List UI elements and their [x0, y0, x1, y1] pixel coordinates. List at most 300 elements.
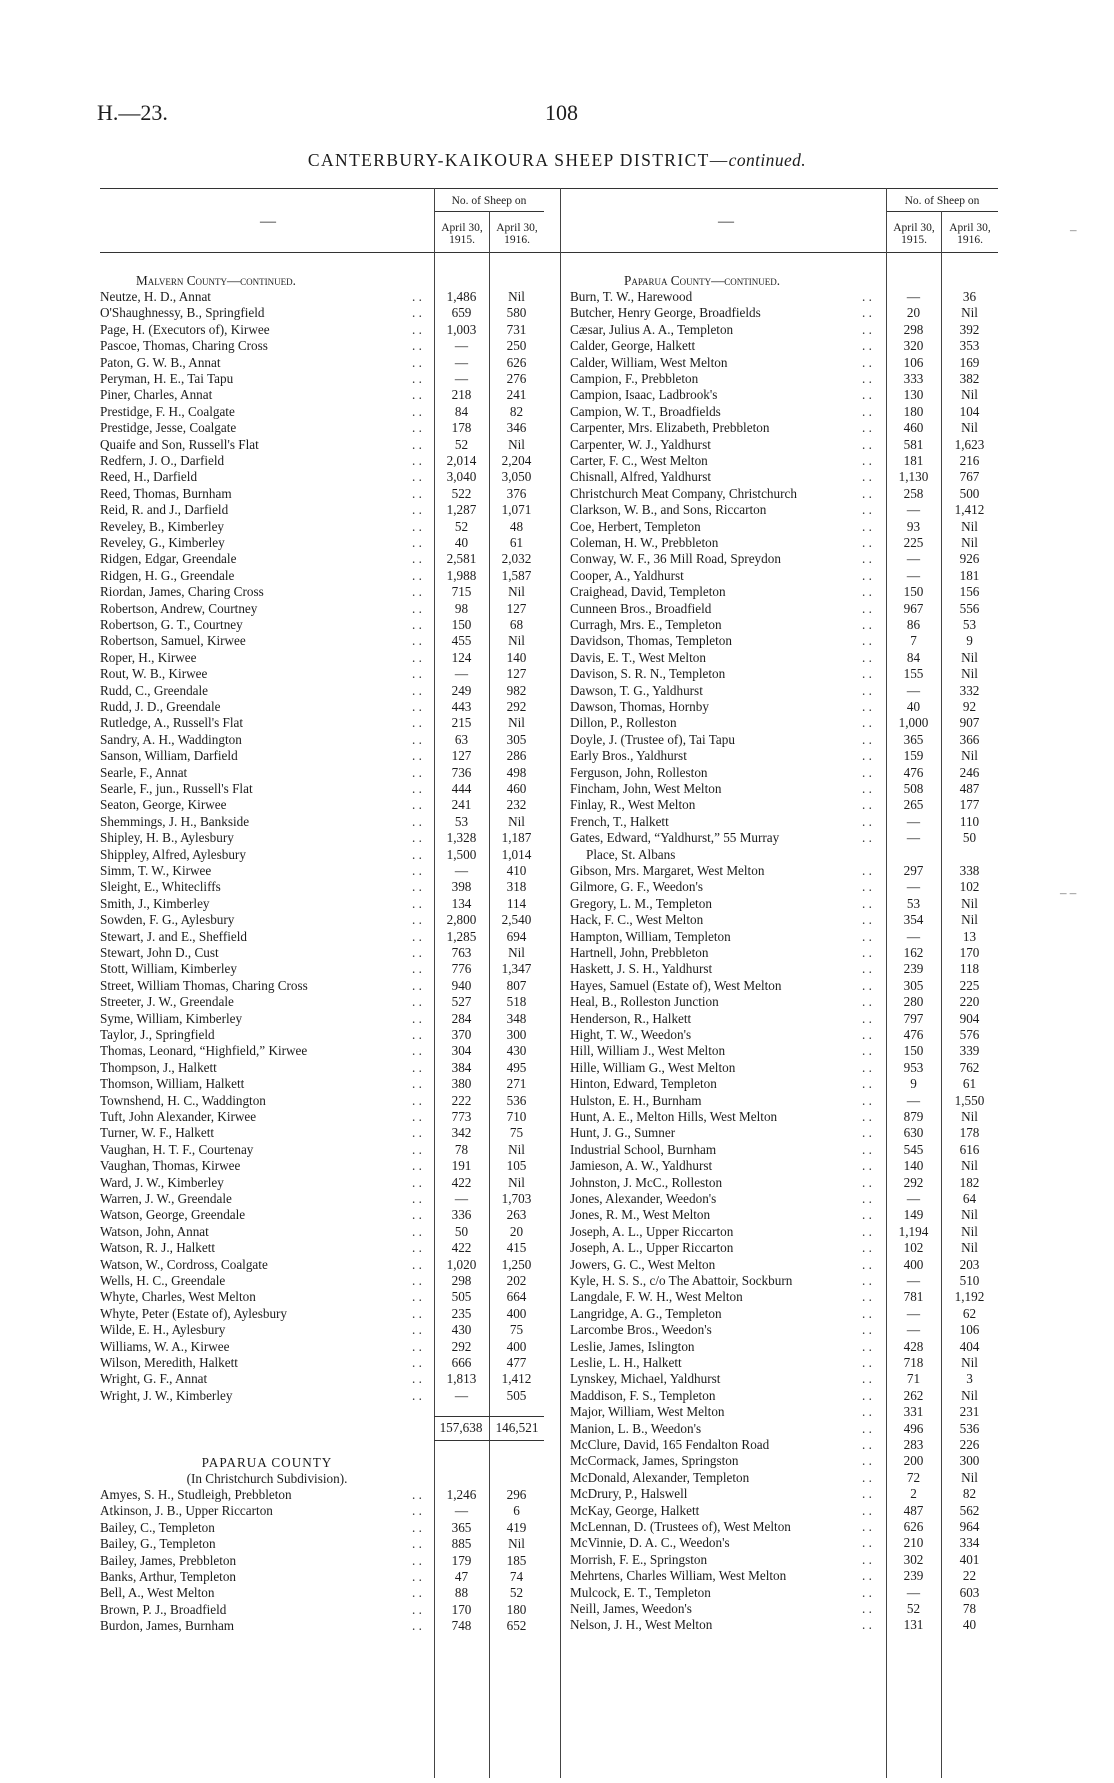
table-row [100, 1503, 550, 1519]
sheep-1915: 522 [451, 485, 472, 501]
leader-dots: . . [412, 502, 422, 518]
owner-name: Mulcock, E. T., Templeton [570, 1584, 711, 1600]
sheep-1916: Nil [961, 895, 978, 911]
sheep-1916: Nil [961, 1355, 978, 1370]
table-row [570, 1093, 1000, 1109]
sheep-1915: 630 [903, 1125, 924, 1141]
leader-dots: . . [412, 1158, 422, 1174]
sheep-1915: 40 [906, 699, 921, 714]
sheep-1915: 150 [451, 617, 472, 632]
leader-dots: . . [412, 961, 422, 977]
sheep-1915: 258 [903, 485, 924, 501]
owner-name: Seaton, George, Kirwee [100, 797, 227, 813]
table-row [570, 978, 1000, 994]
sheep-1916: 400 [506, 1305, 527, 1321]
sheep-1915: 63 [454, 731, 469, 747]
owner-name: Doyle, J. (Trustee of), Tai Tapu [570, 731, 735, 747]
header-group-rule-right [886, 211, 998, 212]
owner-name: Whyte, Charles, West Melton [100, 1289, 256, 1305]
total-rule-bottom [434, 1440, 544, 1441]
table-row [570, 322, 1000, 338]
sheep-1915: 218 [451, 387, 472, 403]
sheep-1915: 455 [451, 633, 472, 649]
table-row [570, 1191, 1000, 1207]
table-row [100, 338, 550, 354]
leader-dots: . . [862, 1158, 872, 1174]
leader-dots: . . [412, 1519, 422, 1535]
sheep-1915: 354 [903, 912, 924, 928]
leader-dots: . . [412, 748, 422, 764]
leader-dots: . . [412, 567, 422, 583]
leader-dots: . . [412, 1109, 422, 1124]
sheep-1915: 430 [451, 1322, 472, 1338]
table-row [570, 1519, 1000, 1535]
owner-name: Langdale, F. W. H., West Melton [570, 1289, 743, 1305]
sheep-1916: 710 [506, 1109, 527, 1124]
sheep-1915: 476 [903, 1027, 924, 1042]
leader-dots: . . [412, 1487, 422, 1502]
leader-dots: . . [862, 567, 872, 583]
sheep-1915: 262 [903, 1387, 924, 1403]
leader-dots: . . [412, 1027, 422, 1042]
owner-name: Davis, E. T., West Melton [570, 649, 706, 665]
table-row [100, 961, 550, 977]
table-row [100, 519, 550, 535]
owner-name: Reed, H., Darfield [100, 469, 198, 485]
table-row [100, 1339, 550, 1355]
owner-name: Prestidge, Jesse, Coalgate [100, 420, 237, 436]
table-row [570, 1142, 1000, 1158]
owner-name: Turner, W. F., Halkett [100, 1125, 215, 1141]
table-row [570, 486, 1000, 502]
table-row [570, 633, 1000, 649]
leader-dots: . . [412, 1125, 422, 1141]
sheep-1915: 659 [451, 305, 472, 321]
table-row [570, 814, 1000, 830]
sheep-1916: 2,540 [501, 912, 532, 928]
table-row [100, 1487, 550, 1503]
owner-name: Ferguson, John, Rolleston [570, 764, 708, 780]
owner-name: Riordan, James, Charing Cross [100, 584, 264, 600]
leader-dots: . . [412, 715, 422, 731]
sheep-1915: 527 [451, 994, 472, 1010]
sheep-1916: 616 [959, 1141, 980, 1157]
sheep-1915: 333 [903, 371, 924, 386]
margin-mark-top: – [1070, 222, 1077, 237]
sheep-1916: 2,032 [501, 551, 532, 567]
owner-name: Ridgen, Edgar, Greendale [100, 551, 237, 567]
leader-dots: . . [862, 961, 872, 977]
table-row [100, 945, 550, 961]
sheep-1915: 305 [903, 977, 924, 993]
leader-dots: . . [862, 1305, 872, 1321]
table-row [570, 355, 1000, 371]
owner-name: Calder, George, Halkett [570, 338, 696, 354]
sheep-1915: — [906, 879, 921, 895]
leader-dots: . . [862, 1141, 872, 1157]
table-row [570, 1503, 1000, 1519]
sheep-1916: 487 [959, 781, 980, 796]
sheep-1915: 20 [906, 305, 921, 321]
leader-dots: . . [862, 1568, 872, 1584]
table-row [570, 617, 1000, 633]
owner-name: Hille, William G., West Melton [570, 1059, 736, 1075]
sheep-1915: 292 [451, 1338, 472, 1354]
leader-dots: . . [412, 863, 422, 878]
table-row [100, 1306, 550, 1322]
owner-name: Dillon, P., Rolleston [570, 715, 677, 731]
table-row [570, 601, 1000, 617]
leader-dots: . . [862, 1519, 872, 1534]
sheep-1915: 9 [910, 1076, 917, 1092]
table-row [570, 584, 1000, 600]
sheep-1915: 102 [903, 1240, 924, 1256]
leader-dots: . . [412, 1552, 422, 1568]
leader-dots: . . [862, 1535, 872, 1551]
paparua-county-subtitle: (In Christchurch Subdivision). [186, 1471, 348, 1486]
sheep-1915: 2,800 [446, 912, 477, 928]
sheep-1916: 1,347 [501, 961, 532, 977]
owner-name: Gregory, L. M., Templeton [570, 895, 712, 911]
owner-name: Wilde, E. H., Aylesbury [100, 1322, 226, 1338]
table-row [570, 1257, 1000, 1273]
owner-name: Prestidge, F. H., Coalgate [100, 403, 235, 419]
leader-dots: . . [862, 1010, 872, 1026]
sheep-1915: — [906, 1092, 921, 1108]
table-row [100, 568, 550, 584]
owner-name: Langridge, A. G., Templeton [570, 1305, 722, 1321]
leader-dots: . . [412, 830, 422, 846]
sheep-1915: — [906, 502, 921, 518]
leader-dots: . . [862, 1027, 872, 1042]
owner-name: Jowers, G. C., West Melton [570, 1256, 716, 1272]
table-row [100, 1289, 550, 1305]
leader-dots: . . [412, 338, 422, 354]
table-row [570, 338, 1000, 354]
left-col1-header: April 30, 1915. [441, 222, 483, 246]
leader-dots: . . [862, 895, 872, 911]
owner-name: McKay, George, Halkett [570, 1502, 700, 1518]
leader-dots: . . [862, 354, 872, 370]
sheep-1915: 320 [903, 338, 924, 354]
table-row [100, 1322, 550, 1338]
page-identifier: H.—23. [97, 100, 168, 125]
owner-name: Tuft, John Alexander, Kirwee [100, 1109, 257, 1124]
leader-dots: . . [862, 945, 872, 960]
sheep-1915: 225 [903, 535, 924, 550]
left-group-label: No. of Sheep on [451, 195, 527, 207]
sheep-1915: 444 [451, 781, 472, 796]
table-row [570, 289, 1000, 305]
table-row [570, 1273, 1000, 1289]
owner-name: Sanson, William, Darfield [100, 748, 238, 764]
sheep-1915: 940 [451, 977, 472, 993]
sheep-1915: 776 [451, 961, 472, 977]
sheep-1916: 2,204 [501, 453, 532, 468]
leader-dots: . . [862, 502, 872, 518]
right-col2-header: April 30, 1916. [949, 222, 991, 246]
table-row [100, 1388, 550, 1404]
table-row [100, 1224, 550, 1240]
owner-name: French, T., Halkett [570, 813, 669, 829]
leader-dots: . . [412, 1387, 422, 1403]
owner-name: McVinnie, D. A. C., Weedon's [570, 1535, 730, 1551]
table-row [570, 1617, 1000, 1633]
owner-name: Wright, J. W., Kimberley [100, 1387, 233, 1403]
owner-name: Hunt, A. E., Melton Hills, West Melton [570, 1109, 778, 1124]
leader-dots: . . [412, 420, 422, 436]
table-row [100, 666, 550, 682]
leader-dots: . . [862, 1059, 872, 1075]
leader-dots: . . [862, 781, 872, 796]
leader-dots: . . [412, 699, 422, 714]
leader-dots: . . [862, 928, 872, 944]
owner-name: Searle, F., Annat [100, 764, 188, 780]
sheep-1916: 1,703 [501, 1191, 532, 1206]
leader-dots: . . [412, 289, 422, 304]
sheep-1916: 392 [959, 321, 980, 337]
sheep-1916: Nil [508, 289, 525, 304]
table-row [570, 1224, 1000, 1240]
sheep-1915: 380 [451, 1076, 472, 1092]
sheep-1916: 102 [959, 879, 980, 895]
leader-dots: . . [412, 994, 422, 1010]
sheep-1915: 134 [451, 895, 472, 911]
sheep-1915: 298 [451, 1273, 472, 1288]
leader-dots: . . [862, 289, 872, 304]
leader-dots: . . [862, 1355, 872, 1370]
sheep-1915: 47 [454, 1569, 469, 1584]
leader-dots: . . [862, 1371, 872, 1387]
table-row [100, 1093, 550, 1109]
owner-name: Wilson, Meredith, Halkett [100, 1355, 238, 1370]
sheep-1916: 231 [959, 1404, 980, 1420]
table-row [100, 814, 550, 830]
leader-dots: . . [862, 1207, 872, 1223]
leader-dots: . . [412, 666, 422, 682]
table-row [570, 1109, 1000, 1125]
page-number: 108 [545, 100, 578, 125]
table-row [570, 1240, 1000, 1256]
right-section-heading: Paparua County—continued. [624, 273, 781, 288]
table-top-rule [100, 188, 998, 189]
owner-name: Watson, George, Greendale [100, 1207, 246, 1223]
owner-name: Shipley, H. B., Aylesbury [100, 830, 234, 846]
total-rule-top [434, 1416, 544, 1417]
leader-dots: . . [862, 731, 872, 747]
table-row [570, 437, 1000, 453]
leader-dots: . . [862, 715, 872, 731]
owner-name: Hill, William J., West Melton [570, 1043, 726, 1059]
sheep-1915: 365 [451, 1519, 472, 1535]
sheep-1916: 180 [506, 1601, 527, 1617]
sheep-1915: 265 [903, 797, 924, 813]
sheep-1916: 731 [506, 321, 527, 337]
page-title: CANTERBURY-KAIKOURA SHEEP DISTRICT—continued. [307, 150, 807, 170]
table-row [570, 519, 1000, 535]
table-row [100, 715, 550, 731]
sheep-1916: 346 [506, 420, 527, 436]
sheep-1915: 476 [903, 764, 924, 780]
owner-name: Bailey, C., Templeton [100, 1519, 215, 1535]
table-row [570, 929, 1000, 945]
sheep-1916: 410 [506, 863, 527, 878]
owner-name: Gibson, Mrs. Margaret, West Melton [570, 863, 765, 878]
sheep-1916: 400 [506, 1338, 527, 1354]
owner-name: Morrish, F. E., Springston [570, 1551, 708, 1567]
sheep-1915: 106 [903, 354, 924, 370]
owner-name: Conway, W. F., 36 Mill Road, Spreydon [570, 551, 781, 567]
leader-dots: . . [862, 305, 872, 321]
leader-dots: . . [412, 1338, 422, 1354]
table-row [570, 1011, 1000, 1027]
sheep-1915: 86 [906, 617, 921, 632]
owner-name: Davidson, Thomas, Templeton [570, 633, 732, 649]
leader-dots: . . [412, 682, 422, 698]
leader-dots: . . [412, 371, 422, 386]
sheep-1915: 666 [451, 1355, 472, 1370]
sheep-1915: — [906, 1305, 921, 1321]
table-row [570, 683, 1000, 699]
owner-name: Hack, F. C., West Melton [570, 912, 704, 928]
sheep-1916: 694 [506, 928, 527, 944]
owner-name: Joseph, A. L., Upper Riccarton [570, 1240, 734, 1256]
owner-name: Chisnall, Alfred, Yaldhurst [570, 469, 712, 485]
sheep-1916: Nil [961, 1240, 978, 1256]
owner-name: Finlay, R., West Melton [570, 797, 696, 813]
leader-dots: . . [412, 1305, 422, 1321]
sheep-1916: 982 [506, 682, 527, 698]
table-row [570, 469, 1000, 485]
owner-name: Cooper, A., Yaldhurst [570, 567, 684, 583]
sheep-1916: 241 [506, 387, 527, 403]
sheep-1916: 318 [506, 879, 527, 895]
owner-name: Streeter, J. W., Greendale [100, 994, 234, 1010]
table-row [570, 404, 1000, 420]
sheep-1916: 203 [959, 1256, 980, 1272]
leader-dots: . . [862, 1617, 872, 1633]
owner-name: Christchurch Meat Company, Christchurch [570, 485, 797, 501]
sheep-1916: Nil [961, 305, 978, 321]
sheep-1915: 1,130 [898, 469, 929, 485]
owner-name: Page, H. (Executors of), Kirwee [100, 321, 270, 337]
leader-dots: . . [412, 977, 422, 993]
owner-name: Robertson, G. T., Courtney [100, 617, 243, 632]
leader-dots: . . [862, 748, 872, 764]
sheep-1916: 118 [959, 961, 980, 977]
sheep-1916: 182 [959, 1174, 980, 1190]
leader-dots: . . [862, 699, 872, 714]
owner-name: Hight, T. W., Weedon's [570, 1027, 692, 1042]
leader-dots: . . [862, 1338, 872, 1354]
sheep-1915: — [454, 338, 469, 354]
leader-dots: . . [412, 945, 422, 960]
owner-name: Curragh, Mrs. E., Templeton [570, 617, 722, 632]
table-row [100, 847, 550, 863]
owner-name: Sandry, A. H., Waddington [100, 731, 242, 747]
owner-name: Reed, Thomas, Burnham [100, 485, 232, 501]
sheep-1916: Nil [961, 535, 978, 550]
leader-dots: . . [412, 1601, 422, 1617]
leader-dots: . . [862, 1240, 872, 1256]
sheep-1915: 1,287 [446, 502, 477, 518]
owner-name: Maddison, F. S., Templeton [570, 1387, 716, 1403]
sheep-1916: 300 [506, 1027, 527, 1042]
owner-name: Gates, Edward, “Yaldhurst,” 55 Murray [570, 830, 780, 846]
table-row [100, 912, 550, 928]
table-row [100, 978, 550, 994]
owner-name: Nelson, J. H., West Melton [570, 1617, 713, 1633]
leader-dots: . . [862, 1453, 872, 1469]
sheep-1916: 276 [506, 371, 527, 386]
table-row [100, 994, 550, 1010]
sheep-1916: 6 [513, 1503, 520, 1519]
leader-dots: . . [862, 551, 872, 567]
sheep-1916: 904 [959, 1010, 980, 1026]
owner-name: Robertson, Andrew, Courtney [100, 600, 258, 616]
sheep-1916: Nil [508, 1536, 525, 1552]
left-col2-header: April 30, 1916. [496, 222, 538, 246]
table-row [100, 1158, 550, 1174]
owner-name: Bell, A., West Melton [100, 1585, 215, 1601]
table-row [100, 830, 550, 846]
sheep-1916: 246 [959, 764, 980, 780]
owner-name: Vaughan, Thomas, Kirwee [100, 1158, 241, 1174]
sheep-1916: 178 [959, 1125, 980, 1141]
table-row [100, 896, 550, 912]
owner-name: Stewart, John D., Cust [100, 945, 219, 960]
sheep-1915: 7 [910, 633, 917, 649]
sheep-1916: 50 [962, 830, 977, 846]
leader-dots: . . [412, 781, 422, 796]
table-row [100, 1043, 550, 1059]
leader-dots: . . [862, 879, 872, 895]
leader-dots: . . [862, 535, 872, 550]
sheep-1916: Nil [508, 1141, 525, 1157]
owner-name: McDonald, Alexander, Templeton [570, 1469, 750, 1485]
owner-name: Campion, Isaac, Ladbrook's [570, 387, 718, 403]
sheep-1915: 140 [903, 1158, 924, 1174]
leader-dots: . . [412, 912, 422, 928]
sheep-1916: 40 [962, 1617, 977, 1633]
sheep-1916: 376 [506, 485, 527, 501]
sheep-1916: 220 [959, 994, 980, 1010]
sheep-1915: 180 [903, 403, 924, 419]
owner-name: Manion, L. B., Weedon's [570, 1420, 702, 1436]
sheep-1916: 296 [506, 1487, 527, 1502]
leader-dots: . . [412, 731, 422, 747]
sheep-1915: 78 [454, 1141, 469, 1157]
leader-dots: . . [862, 420, 872, 436]
sheep-1916: 1,014 [501, 846, 532, 862]
owner-name: Townshend, H. C., Waddington [100, 1092, 266, 1108]
owner-name: Bailey, James, Prebbleton [100, 1552, 237, 1568]
leader-dots: . . [862, 453, 872, 468]
table-row [570, 797, 1000, 813]
owner-name: Williams, W. A., Kirwee [100, 1338, 230, 1354]
leader-dots: . . [412, 535, 422, 550]
sheep-1915: 365 [903, 731, 924, 747]
sheep-1916: 334 [959, 1535, 980, 1551]
leader-dots: . . [412, 1174, 422, 1190]
leader-dots: . . [412, 305, 422, 321]
sheep-1915: 162 [903, 945, 924, 960]
leader-dots: . . [862, 1387, 872, 1403]
sheep-1916: 419 [506, 1519, 527, 1535]
sheep-1916: 807 [506, 977, 527, 993]
owner-name: Burn, T. W., Harewood [570, 289, 693, 304]
sheep-1915: — [454, 1387, 469, 1403]
